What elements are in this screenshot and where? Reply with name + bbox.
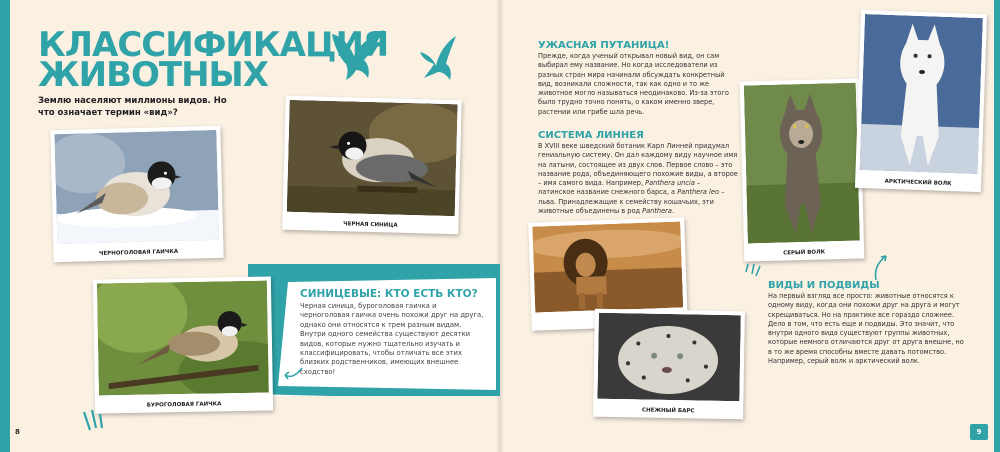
section-text-linnaeus (538, 142, 738, 216)
coal-tit-image (287, 100, 458, 216)
arctic-wolf-image (860, 14, 983, 174)
info-box-title: СИНИЦЕВЫЕ: КТО ЕСТЬ КТО? (300, 288, 478, 300)
title-line-1: КЛАССИФИКАЦИЯ (38, 25, 389, 65)
bird-silhouette-icon (328, 28, 390, 84)
right-edge-stripe (994, 0, 1000, 452)
photo-grey-wolf (740, 78, 865, 261)
marsh-tit-image (97, 281, 269, 396)
photo-black-capped-chickadee (50, 126, 223, 262)
linnaeus-text-d: . (671, 207, 675, 216)
section-title-confusion: УЖАСНАЯ ПУТАНИЦА! (538, 40, 670, 51)
curved-arrow-icon (282, 366, 304, 380)
title-line-2: ЖИВОТНЫХ (38, 55, 268, 95)
decorative-strokes-icon (80, 408, 106, 434)
latin-name-snow-leopard: Panthera uncia (645, 179, 695, 188)
intro-text: Землю населяют миллионы видов. Но что означает термин «вид»? (38, 96, 227, 118)
caption-snow-leopard: СНЕЖНЫЙ БАРС (641, 407, 695, 415)
bird-silhouette-icon (418, 34, 458, 82)
page-number-left: 8 (15, 428, 20, 436)
photo-coal-tit (282, 96, 461, 235)
photo-marsh-tit (93, 276, 273, 413)
chickadee-image (54, 130, 219, 244)
caption-marsh-tit: БУРОГОЛОВАЯ ГАИЧКА (146, 401, 222, 409)
latin-name-genus: Panthera (642, 207, 672, 216)
linnaeus-text-b: – латинское название снежного барса, а (538, 179, 701, 197)
caption-grey-wolf: СЕРЫЙ ВОЛК (783, 249, 826, 257)
caption-arctic-wolf: АРКТИЧЕСКИЙ ВОЛК (884, 178, 952, 188)
photo-arctic-wolf (855, 10, 987, 192)
section-title-subspecies: ВИДЫ И ПОДВИДЫ (768, 280, 880, 291)
linnaeus-text-c: – льва. Принадлежащие к семейству кошачьих, эти животные объединены в род (538, 188, 725, 216)
curved-arrow-icon (872, 252, 890, 282)
linnaeus-text-a: В XVIII веке шведский ботаник Карл Линней придумал гениальную систему. Он дал каждому виду научное имя на латыни, состоящее из двух слов. Первое слово – это название рода, объединяющего похожие виды, а второе – имя самого вида. Например, (538, 142, 738, 188)
page-number-right: 9 (970, 424, 988, 440)
left-edge-stripe (0, 0, 10, 452)
info-box-text: Черная синица, буроголовая гаичка и черноголовая гаичка очень похожи друг на друга, однако они относятся к трем разным видам. Внутри одного семейства существуют десятки видов, которые нужно тщательно изучать и классифицировать, чтобы отличать все этих близких родственников, имеющих внешнее сходство! (300, 302, 484, 376)
snow-leopard-image (597, 313, 740, 401)
section-title-linnaeus: СИСТЕМА ЛИННЕЯ (538, 130, 644, 141)
latin-name-lion: Panthera leo (677, 188, 719, 197)
caption-black-capped-chickadee: ЧЕРНОГОЛОВАЯ ГАИЧКА (98, 248, 179, 258)
grey-wolf-image (744, 83, 860, 244)
lion-image (532, 221, 683, 312)
section-text-confusion: Прежде, когда ученый открывал новый вид, он сам выбирал ему название. Но когда исследователи из разных стран мира начинали обсуждать конкретный вид, возникали сложности, так как одно и то же животное могло называться неодинаково. Из-за этого было трудно точно понять, о каком именно звере, растении или грибе шла речь. (538, 52, 729, 116)
decorative-strokes-icon (744, 262, 762, 280)
section-text-subspecies: На первый взгляд все просто: животные относятся к одному виду, когда они похожи друг на друга и могут скрещиваться. Но на практике все гораздо сложнее. Дело в том, что есть еще и подвиды. Это значит, что внутри одного вида существуют группы животных, которые немного отличаются друг от друга внешне, но в то же время способны вместе давать потомство. Например, серый волк и арктический волк. (768, 292, 964, 366)
caption-coal-tit: ЧЕРНАЯ СИНИЦА (343, 221, 398, 229)
photo-snow-leopard (593, 309, 745, 420)
